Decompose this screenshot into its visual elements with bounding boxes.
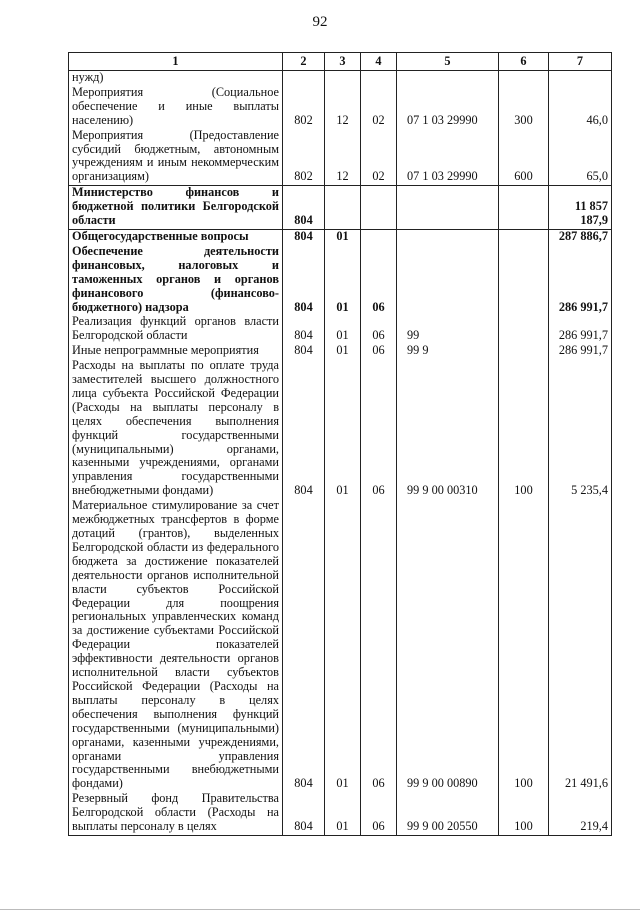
row-expense-type bbox=[499, 344, 549, 359]
row-expense-type bbox=[499, 71, 549, 86]
row-name: Мероприятия (Социальное обеспечение и иные выплаты населению) bbox=[69, 86, 283, 129]
budget-table bbox=[68, 52, 612, 836]
row-target-article bbox=[397, 229, 499, 244]
table-row bbox=[69, 71, 612, 86]
row-target-article bbox=[397, 71, 499, 86]
row-name: Резервный фонд Правительства Белгородской области (Расходы на выплаты персоналу в целях bbox=[69, 792, 283, 835]
row-ministry-code: 804 bbox=[283, 245, 325, 316]
row-expense-type: 100 bbox=[499, 359, 549, 499]
row-target-article: 99 9 00 00310 bbox=[397, 359, 499, 499]
row-subsection: 06 bbox=[361, 344, 397, 359]
row-subsection: 02 bbox=[361, 86, 397, 129]
row-amount: 286 991,7 bbox=[549, 344, 612, 359]
row-expense-type bbox=[499, 245, 549, 316]
row-target-article: 99 bbox=[397, 315, 499, 344]
column-header-6: 6 bbox=[499, 53, 549, 71]
row-subsection: 06 bbox=[361, 792, 397, 835]
row-ministry-code: 802 bbox=[283, 86, 325, 129]
table-row bbox=[69, 315, 612, 344]
row-expense-type: 100 bbox=[499, 792, 549, 835]
row-ministry-code: 802 bbox=[283, 129, 325, 186]
row-expense-type: 300 bbox=[499, 86, 549, 129]
row-target-article: 07 1 03 29990 bbox=[397, 129, 499, 186]
row-amount: 5 235,4 bbox=[549, 359, 612, 499]
table-header-row bbox=[69, 53, 612, 71]
row-name: нужд) bbox=[69, 71, 283, 86]
row-amount: 21 491,6 bbox=[549, 499, 612, 792]
table-row bbox=[69, 229, 612, 244]
row-target-article: 99 9 00 20550 bbox=[397, 792, 499, 835]
row-amount: 11 857 187,9 bbox=[549, 186, 612, 230]
row-amount bbox=[549, 71, 612, 86]
row-section bbox=[325, 186, 361, 230]
row-target-article: 99 9 bbox=[397, 344, 499, 359]
table-row bbox=[69, 792, 612, 835]
row-amount: 286 991,7 bbox=[549, 245, 612, 316]
row-expense-type: 600 bbox=[499, 129, 549, 186]
row-expense-type bbox=[499, 315, 549, 344]
row-subsection bbox=[361, 229, 397, 244]
row-name: Обеспечение деятельности финансовых, налоговых и таможенных органов и органов финансового (финансово-бюджетного) надзора bbox=[69, 245, 283, 316]
row-section: 01 bbox=[325, 315, 361, 344]
row-subsection: 06 bbox=[361, 499, 397, 792]
row-ministry-code: 804 bbox=[283, 499, 325, 792]
row-ministry-code: 804 bbox=[283, 344, 325, 359]
row-section: 12 bbox=[325, 86, 361, 129]
row-expense-type: 100 bbox=[499, 499, 549, 792]
row-amount: 219,4 bbox=[549, 792, 612, 835]
table-row bbox=[69, 186, 612, 230]
row-section: 01 bbox=[325, 344, 361, 359]
column-header-1: 1 bbox=[69, 53, 283, 71]
table-row bbox=[69, 359, 612, 499]
page-bottom-edge bbox=[0, 909, 640, 910]
column-header-3: 3 bbox=[325, 53, 361, 71]
column-header-5: 5 bbox=[397, 53, 499, 71]
row-ministry-code: 804 bbox=[283, 792, 325, 835]
row-amount: 46,0 bbox=[549, 86, 612, 129]
table-row bbox=[69, 499, 612, 792]
row-name: Мероприятия (Предоставление субсидий бюджетным, автономным учреждениям и иным некоммерческим организациям) bbox=[69, 129, 283, 186]
row-section: 01 bbox=[325, 499, 361, 792]
row-name: Расходы на выплаты по оплате труда заместителей высшего должностного лица субъекта Российской Федерации (Расходы на выплаты персоналу в целях обеспечения выполнения функций государственными (муниципальными) органами, казенными учреждениями, органами управления государственными внебюджетными фондами) bbox=[69, 359, 283, 499]
row-expense-type bbox=[499, 229, 549, 244]
row-expense-type bbox=[499, 186, 549, 230]
row-amount: 287 886,7 bbox=[549, 229, 612, 244]
row-amount: 65,0 bbox=[549, 129, 612, 186]
row-section: 01 bbox=[325, 792, 361, 835]
row-name: Иные непрограммные мероприятия bbox=[69, 344, 283, 359]
column-header-2: 2 bbox=[283, 53, 325, 71]
row-ministry-code: 804 bbox=[283, 315, 325, 344]
row-target-article: 07 1 03 29990 bbox=[397, 86, 499, 129]
column-header-4: 4 bbox=[361, 53, 397, 71]
row-ministry-code bbox=[283, 71, 325, 86]
row-ministry-code: 804 bbox=[283, 186, 325, 230]
table-row bbox=[69, 245, 612, 316]
row-section: 01 bbox=[325, 245, 361, 316]
table-row bbox=[69, 344, 612, 359]
row-subsection: 02 bbox=[361, 129, 397, 186]
row-section bbox=[325, 71, 361, 86]
table-row bbox=[69, 86, 612, 129]
row-target-article bbox=[397, 245, 499, 316]
row-section: 12 bbox=[325, 129, 361, 186]
row-amount: 286 991,7 bbox=[549, 315, 612, 344]
row-subsection: 06 bbox=[361, 359, 397, 499]
row-name: Общегосударственные вопросы bbox=[69, 229, 283, 244]
row-subsection: 06 bbox=[361, 245, 397, 316]
row-section: 01 bbox=[325, 359, 361, 499]
row-section: 01 bbox=[325, 229, 361, 244]
row-ministry-code: 804 bbox=[283, 359, 325, 499]
row-subsection bbox=[361, 186, 397, 230]
column-header-7: 7 bbox=[549, 53, 612, 71]
row-target-article: 99 9 00 00890 bbox=[397, 499, 499, 792]
row-target-article bbox=[397, 186, 499, 230]
row-name: Реализация функций органов власти Белгородской области bbox=[69, 315, 283, 344]
row-name: Материальное стимулирование за счет межбюджетных трансфертов в форме дотаций (грантов), выделенных Белгородской области из федерального бюджета за достижение показателей деятельности органов исполнительной власти субъектов Российской Федерации для поощрения региональных управленческих команд за достижение субъектами Российской Федерации показателей эффективности деятельности органов исполнительной власти субъектов Российской Федерации (Расходы на выплаты персоналу в целях обеспечения выполнения функций государственными (муниципальными) органами, казенными учреждениями, органами управления государственными внебюджетными фондами) bbox=[69, 499, 283, 792]
row-name: Министерство финансов и бюджетной политики Белгородской области bbox=[69, 186, 283, 230]
table-row bbox=[69, 129, 612, 186]
row-ministry-code: 804 bbox=[283, 229, 325, 244]
page-number: 92 bbox=[312, 14, 328, 30]
row-subsection bbox=[361, 71, 397, 86]
row-subsection: 06 bbox=[361, 315, 397, 344]
